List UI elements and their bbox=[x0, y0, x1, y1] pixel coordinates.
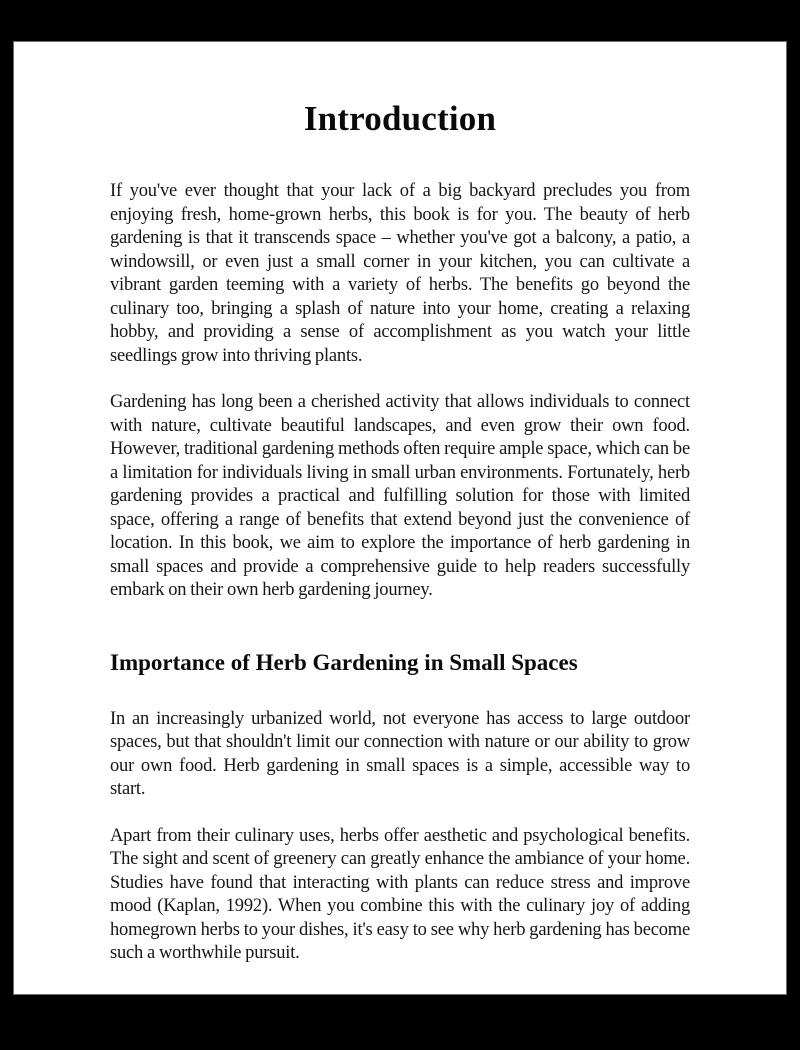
intro-paragraph-1: If you've ever thought that your lack of a big backyard precludes you from enjoying fresh, home-grown herbs, this book is for you. The beauty of herb gardening is that it transcends space – whether you've got a balcony, a patio, a windowsill, or even just a small corner in your kitchen, you can cultivate a vibrant garden teeming with a variety of herbs. The benefits go beyond the culinary too, bringing a splash of nature into your home, creating a relaxing hobby, and providing a sense of accomplishment as you watch your little seedlings grow into thriving plants. bbox=[110, 181, 690, 366]
chapter-title: Introduction bbox=[303, 99, 497, 138]
clipped-last-line: easy to see why herb gardening has become such a worthwhile pursuit. bbox=[110, 919, 690, 963]
section-paragraph-2-text: Apart from their culinary uses, herbs offer aesthetic and psychological benefits. The sight and scent of greenery can greatly enhance the ambiance of your home. Studies have found that interacting with plants can reduce stress and improve mood (Kaplan, 1992). When you combine this with the culinary joy of adding homegrown herbs to your dishes, it's bbox=[110, 825, 690, 940]
intro-paragraph-2: Gardening has long been a cherished activity that allows individuals to connect with nature, cultivate beautiful landscapes, and even grow their own food. However, traditional gardening methods often require ample space, which can be a limitation for individuals living in small urban environments. Fortunately, herb gardening provides a practical and fulfilling solution for those with limited space, offering a range of benefits that extend beyond just the convenience of location. In this book, we aim to explore the importance of herb gardening in small spaces and provide a comprehensive guide to help readers successfully embark on their own herb gardening journey. bbox=[110, 392, 690, 600]
section-heading: Importance of Herb Gardening in Small Spaces bbox=[110, 649, 578, 675]
section-paragraph-1: In an increasingly urbanized world, not everyone has access to large outdoor spaces, but that shouldn't limit our connection with nature or our ability to grow our own food. Herb gardening in small spaces is a simple, accessible way to start. bbox=[110, 708, 690, 799]
section-paragraph-2 bbox=[110, 825, 690, 966]
book-page bbox=[13, 41, 787, 995]
